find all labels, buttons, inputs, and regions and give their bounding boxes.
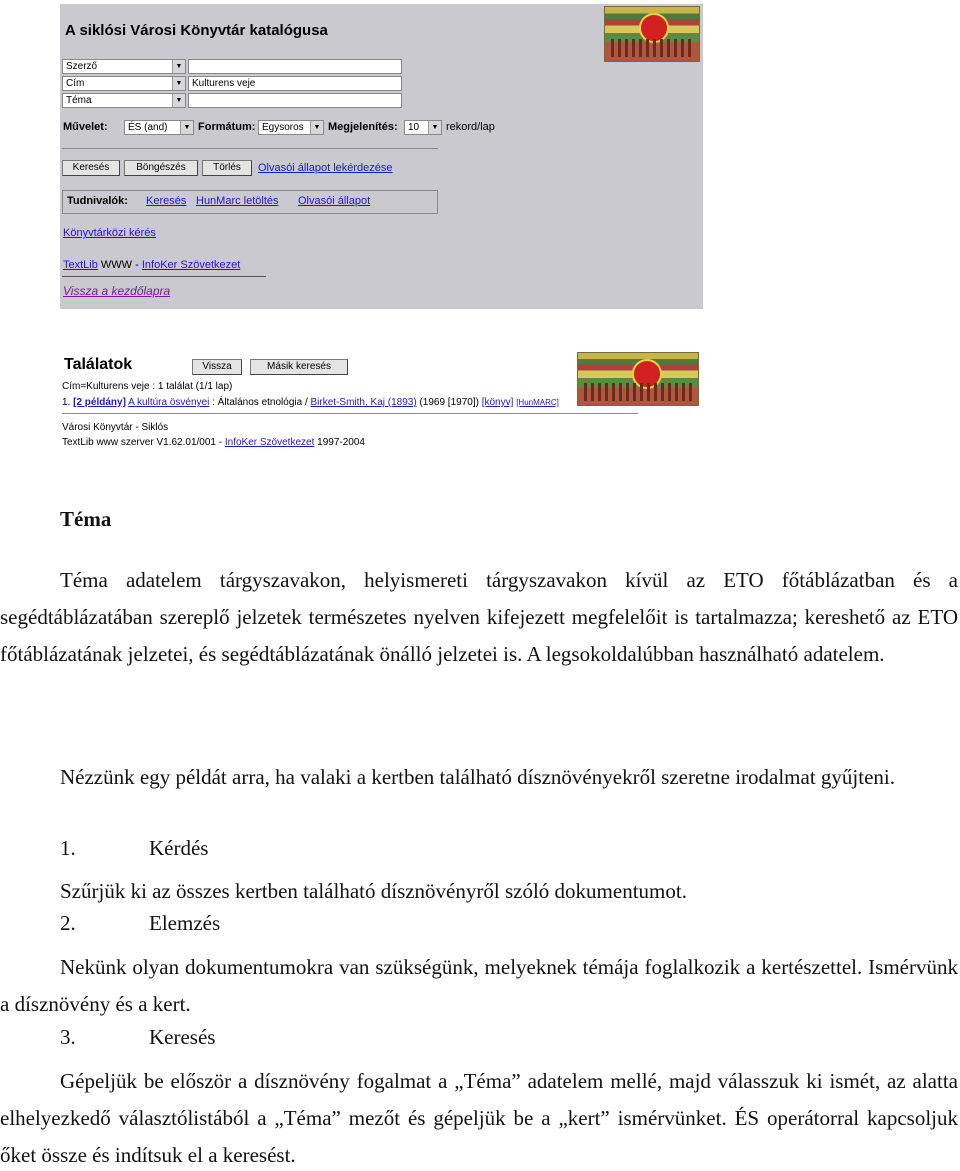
infoker-link[interactable]: InfoKer Szövetkezet — [141, 259, 241, 271]
info-link-search[interactable]: Keresés — [146, 195, 187, 207]
delete-button[interactable]: Törlés — [202, 160, 252, 176]
display-unit: rekord/lap — [446, 121, 495, 133]
format-select[interactable]: Egysoros ▼ — [258, 120, 324, 135]
hunmarc-link[interactable]: [HunMARC] — [516, 398, 559, 407]
footer-line: TextLib WWW - InfoKer Szövetkezet — [63, 259, 241, 271]
chevron-down-icon: ▼ — [310, 121, 323, 134]
paragraph-1: Téma adatelem tárgyszavakon, helyismereti tárgyszavakon kívül az ETO főtáblázatban és a segédtáblázatában szereplő jelzetek természetes nyelven kifejezett megfelelőit is tartalmazza; kereshető az ETO főtáblázatának jelzetei, és segédtáblázatának önálló jelzetei is. A legsokoldalúbban használható adatelem. — [0, 568, 958, 666]
field-input-3[interactable] — [188, 93, 402, 108]
library-logo — [604, 6, 700, 62]
author-link[interactable]: Birket-Smith, Kaj (1893) — [310, 397, 417, 408]
section-heading: Téma — [60, 507, 112, 531]
results-summary: Cím=Kulturens veje : 1 találat (1/1 lap) — [62, 381, 233, 392]
format-label: Formátum: — [198, 121, 256, 133]
reader-status-query-link[interactable]: Olvasói állapot lekérdezése — [258, 162, 393, 174]
step-1-heading: 1. Kérdés — [60, 836, 209, 860]
copies-link[interactable]: [2 példány] — [73, 397, 126, 408]
back-to-home-link[interactable]: Vissza a kezdőlapra — [63, 284, 171, 298]
field-select-3[interactable]: Téma ▼ — [62, 93, 186, 108]
chevron-down-icon: ▼ — [172, 77, 185, 90]
result-row: 1. [2 példány] A kultúra ösvényei : Általános etnológia / Birket-Smith, Kaj (1893) (1969 [1970]) [könyv] [HunMARC] — [62, 397, 559, 408]
library-logo-small — [577, 352, 699, 406]
field-input-2[interactable]: Kulturens veje — [188, 76, 402, 91]
back-button[interactable]: Vissza — [192, 359, 242, 375]
path-link[interactable]: A kultúra ösvényei — [128, 397, 210, 408]
step-3-heading: 3. Keresés — [60, 1025, 216, 1049]
paragraph-2: Nézzünk egy példát arra, ha valaki a kertben található dísznövényekről szeretne irodalmat gyűjteni. — [60, 765, 895, 789]
chevron-down-icon: ▼ — [180, 121, 193, 134]
step-2-heading: 2. Elemzés — [60, 911, 221, 935]
step-1-text: Szűrjük ki az összes kertben található dísznövényről szóló dokumentumot. — [60, 879, 687, 903]
chevron-down-icon: ▼ — [172, 94, 185, 107]
operation-label: Művelet: — [63, 121, 108, 133]
info-link-hunmarc[interactable]: HunMarc letöltés — [196, 195, 279, 207]
library-name: Városi Könyvtár - Siklós — [62, 422, 169, 433]
results-screenshot — [60, 350, 701, 460]
search-button[interactable]: Keresés — [62, 160, 120, 176]
operation-select[interactable]: ÉS (and) ▼ — [124, 120, 194, 135]
catalog-search-screenshot — [60, 4, 703, 309]
server-line: TextLib www szerver V1.62.01/001 - InfoKer Szövetkezet 1997-2004 — [62, 437, 365, 448]
field-select-2[interactable]: Cím ▼ — [62, 76, 186, 91]
infoker-link-2[interactable]: InfoKer Szövetkezet — [224, 437, 315, 448]
type-link[interactable]: [könyv] — [481, 397, 514, 408]
catalog-title: A siklósi Városi Könyvtár katalógusa — [65, 22, 328, 39]
field-select-1[interactable]: Szerző ▼ — [62, 59, 186, 74]
textlib-link[interactable]: TextLib — [63, 259, 98, 271]
info-link-reader-status[interactable]: Olvasói állapot — [298, 195, 371, 207]
info-label: Tudnivalók: — [67, 195, 128, 207]
step-3-text: Gépeljük be először a dísznövény fogalmat a „Téma” adatelem mellé, majd válasszuk ki ismét, az alatta elhelyezkedő választólistából a „Téma” mezőt és gépeljük be a „kert” ismérvünket. ÉS operátorral kapcsoljuk őket össze és indítsuk el a keresést. — [0, 1069, 958, 1167]
step-2-text: Nekünk olyan dokumentumokra van szükségünk, melyeknek témája foglalkozik a kertészettel. Ismérvünk a dísznövény és a kert. — [0, 955, 958, 1016]
results-title: Találatok — [64, 356, 133, 373]
browse-button[interactable]: Böngészés — [124, 160, 198, 176]
field-input-1[interactable] — [188, 59, 402, 74]
chevron-down-icon: ▼ — [172, 60, 185, 73]
display-select[interactable]: 10 ▼ — [404, 120, 442, 135]
interlibrary-loan-link[interactable]: Könyvtárközi kérés — [63, 227, 156, 239]
other-search-button[interactable]: Másik keresés — [250, 359, 348, 375]
chevron-down-icon: ▼ — [428, 121, 441, 134]
display-label: Megjelenítés: — [328, 121, 398, 133]
